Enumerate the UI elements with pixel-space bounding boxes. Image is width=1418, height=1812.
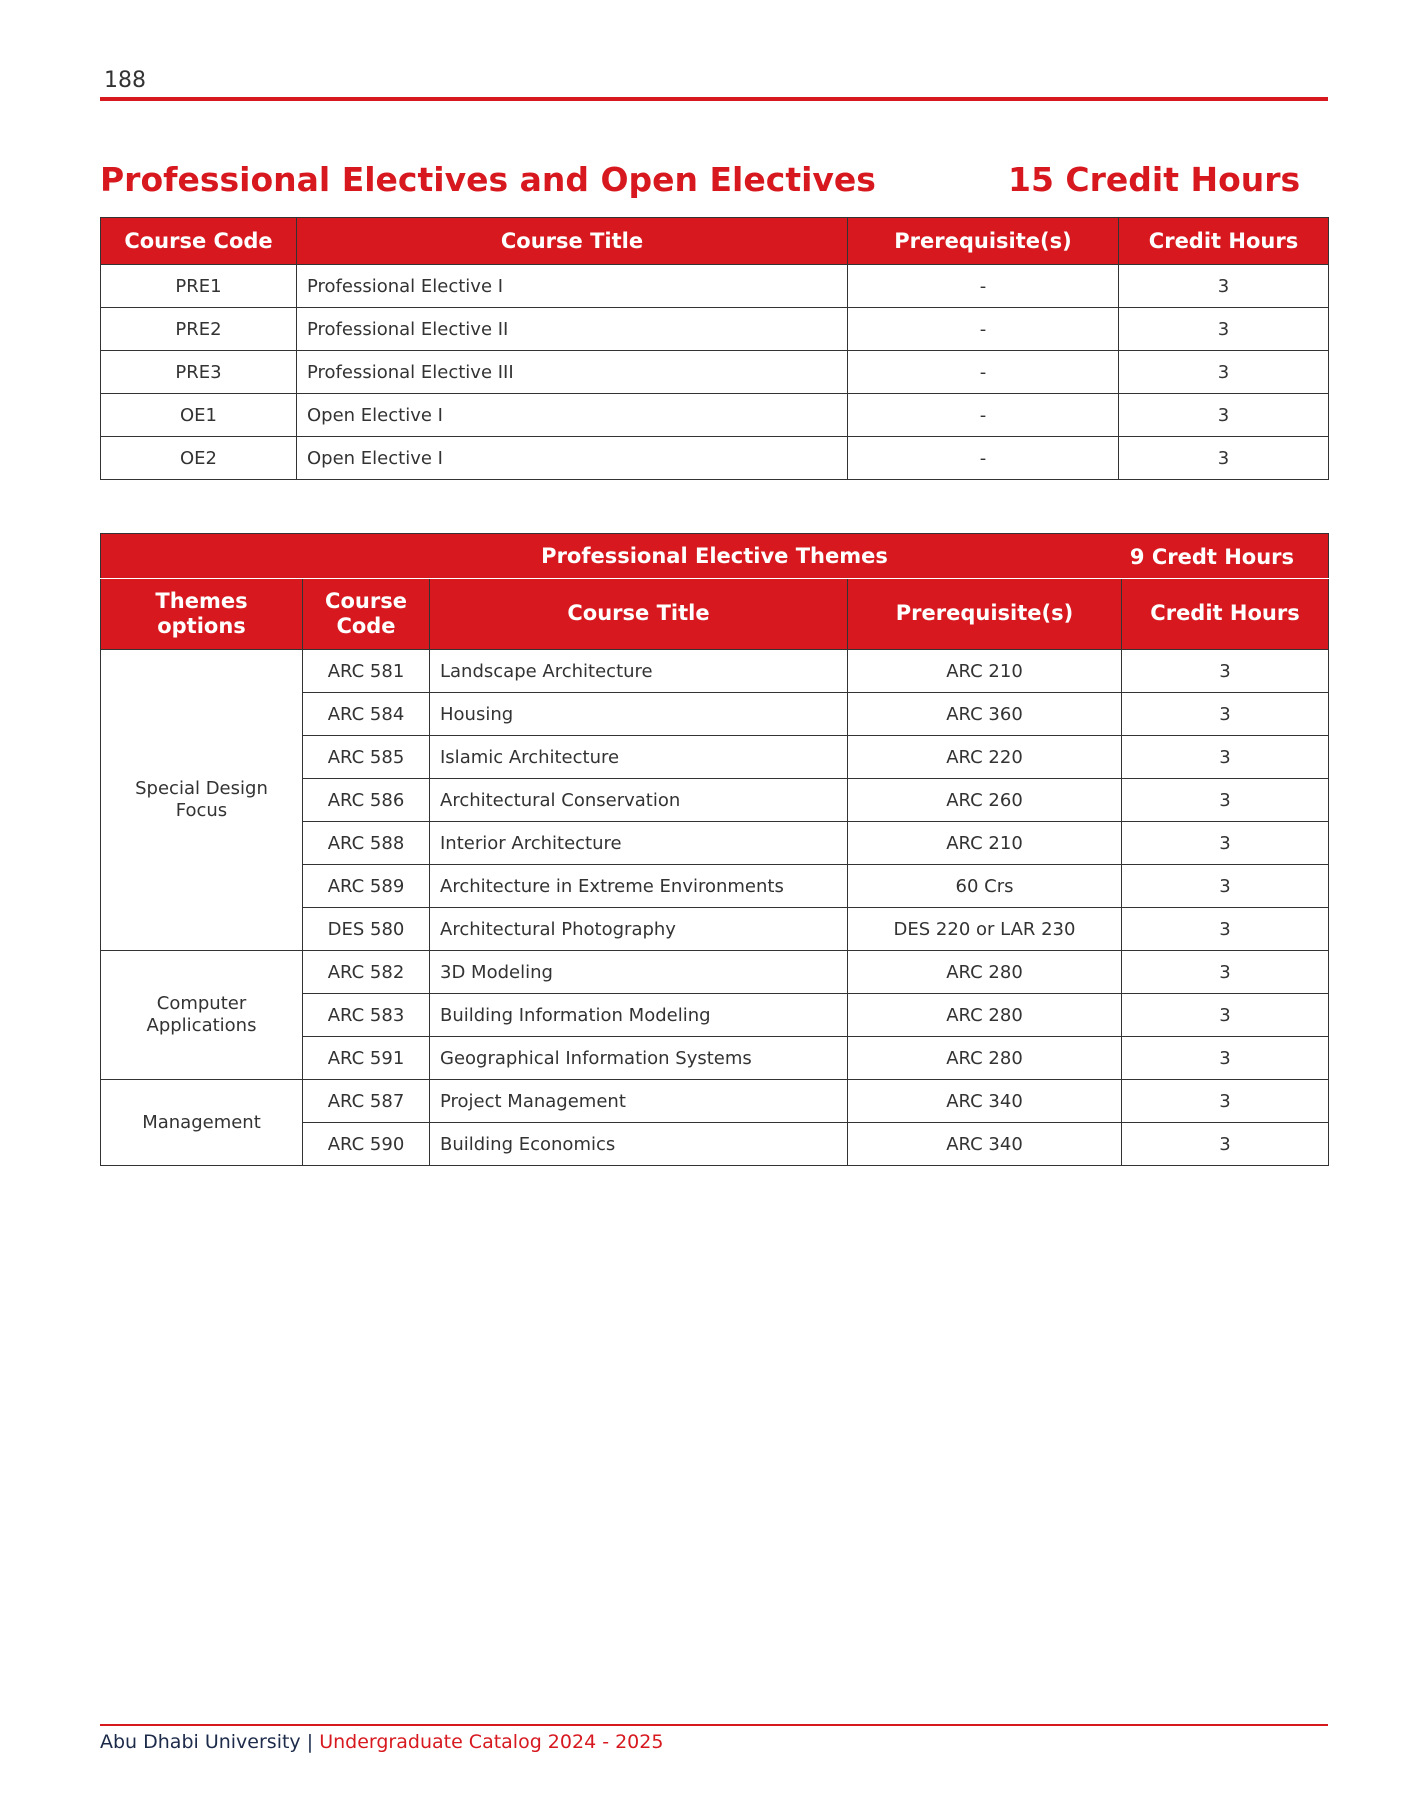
credit-hours: 3 [1122, 1037, 1329, 1080]
prerequisite: - [848, 308, 1119, 351]
table-row [101, 650, 1329, 693]
course-code: ARC 587 [303, 1080, 430, 1123]
themes-banner-credits: 9 Credt Hours [1129, 545, 1295, 569]
prerequisite: ARC 280 [848, 951, 1122, 994]
section-title: Professional Electives and Open Electives [100, 160, 876, 199]
prerequisite: ARC 360 [848, 693, 1122, 736]
credit-hours: 3 [1119, 437, 1329, 480]
header-credit-hours: Credit Hours [1119, 218, 1329, 265]
course-code: ARC 585 [303, 736, 430, 779]
prerequisite: - [848, 265, 1119, 308]
credit-hours: 3 [1122, 951, 1329, 994]
course-title: Architectural Photography [430, 908, 848, 951]
prerequisite: ARC 340 [848, 1080, 1122, 1123]
course-code: ARC 583 [303, 994, 430, 1037]
prerequisite: ARC 210 [848, 822, 1122, 865]
course-title: Building Economics [430, 1123, 848, 1166]
themes-table [100, 533, 1329, 1166]
course-title: Housing [430, 693, 848, 736]
credit-hours: 3 [1119, 265, 1329, 308]
course-title: Professional Elective II [297, 308, 848, 351]
course-code: PRE3 [101, 351, 297, 394]
header-course-title: Course Title [297, 218, 848, 265]
header-divider [100, 97, 1328, 101]
course-code: OE1 [101, 394, 297, 437]
prerequisite: DES 220 or LAR 230 [848, 908, 1122, 951]
credit-hours: 3 [1122, 650, 1329, 693]
prerequisite: ARC 340 [848, 1123, 1122, 1166]
credit-hours: 3 [1122, 1123, 1329, 1166]
footer-separator: | [306, 1731, 314, 1753]
course-code: PRE1 [101, 265, 297, 308]
course-code: ARC 584 [303, 693, 430, 736]
table-row [101, 351, 1329, 394]
course-code: PRE2 [101, 308, 297, 351]
credit-hours: 3 [1122, 994, 1329, 1037]
header-course-code: Course Code [303, 579, 430, 650]
course-title: Interior Architecture [430, 822, 848, 865]
header-credit-hours: Credit Hours [1122, 579, 1329, 650]
course-title: Landscape Architecture [430, 650, 848, 693]
header-course-title: Course Title [430, 579, 848, 650]
credit-hours: 3 [1119, 351, 1329, 394]
credit-hours: 3 [1122, 1080, 1329, 1123]
course-title: Architecture in Extreme Environments [430, 865, 848, 908]
prerequisite: 60 Crs [848, 865, 1122, 908]
section-credit-hours: 15 Credit Hours [1008, 160, 1301, 199]
footer-university: Abu Dhabi University [100, 1731, 301, 1753]
theme-name: Special Design Focus [101, 650, 303, 951]
course-code: DES 580 [303, 908, 430, 951]
credit-hours: 3 [1119, 394, 1329, 437]
prerequisite: - [848, 351, 1119, 394]
course-code: ARC 582 [303, 951, 430, 994]
footer-divider [100, 1724, 1328, 1726]
credit-hours: 3 [1122, 865, 1329, 908]
course-title: Project Management [430, 1080, 848, 1123]
course-title: Open Elective I [297, 394, 848, 437]
themes-banner-row [101, 534, 1329, 579]
header-course-code: Course Code [101, 218, 297, 265]
prerequisite: ARC 280 [848, 1037, 1122, 1080]
credit-hours: 3 [1119, 308, 1329, 351]
credit-hours: 3 [1122, 736, 1329, 779]
course-code: OE2 [101, 437, 297, 480]
course-code: ARC 586 [303, 779, 430, 822]
prerequisite: ARC 260 [848, 779, 1122, 822]
header-prerequisites: Prerequisite(s) [848, 579, 1122, 650]
table-row [101, 1080, 1329, 1123]
credit-hours: 3 [1122, 779, 1329, 822]
theme-name: Management [101, 1080, 303, 1166]
course-title: Architectural Conservation [430, 779, 848, 822]
theme-name: Computer Applications [101, 951, 303, 1080]
page-footer [100, 1731, 663, 1753]
themes-banner [101, 534, 1329, 579]
table-header-row [101, 579, 1329, 650]
table-row [101, 308, 1329, 351]
course-title: Professional Elective I [297, 265, 848, 308]
course-title: Open Elective I [297, 437, 848, 480]
course-code: ARC 589 [303, 865, 430, 908]
header-prerequisites: Prerequisite(s) [848, 218, 1119, 265]
credit-hours: 3 [1122, 693, 1329, 736]
prerequisite: - [848, 394, 1119, 437]
course-code: ARC 590 [303, 1123, 430, 1166]
footer-catalog: Undergraduate Catalog 2024 - 2025 [319, 1731, 664, 1753]
course-code: ARC 591 [303, 1037, 430, 1080]
course-title: Building Information Modeling [430, 994, 848, 1037]
course-title: 3D Modeling [430, 951, 848, 994]
header-themes-options: Themes options [101, 579, 303, 650]
course-code: ARC 581 [303, 650, 430, 693]
table-header-row [101, 218, 1329, 265]
prerequisite: - [848, 437, 1119, 480]
course-title: Islamic Architecture [430, 736, 848, 779]
prerequisite: ARC 280 [848, 994, 1122, 1037]
prerequisite: ARC 220 [848, 736, 1122, 779]
course-title: Professional Elective III [297, 351, 848, 394]
table-row [101, 951, 1329, 994]
course-title: Geographical Information Systems [430, 1037, 848, 1080]
prerequisite: ARC 210 [848, 650, 1122, 693]
electives-table [100, 217, 1329, 480]
table-row [101, 437, 1329, 480]
course-code: ARC 588 [303, 822, 430, 865]
themes-banner-title: Professional Elective Themes [541, 544, 888, 568]
credit-hours: 3 [1122, 822, 1329, 865]
credit-hours: 3 [1122, 908, 1329, 951]
table-row [101, 265, 1329, 308]
page-number: 188 [104, 68, 146, 93]
table-row [101, 394, 1329, 437]
